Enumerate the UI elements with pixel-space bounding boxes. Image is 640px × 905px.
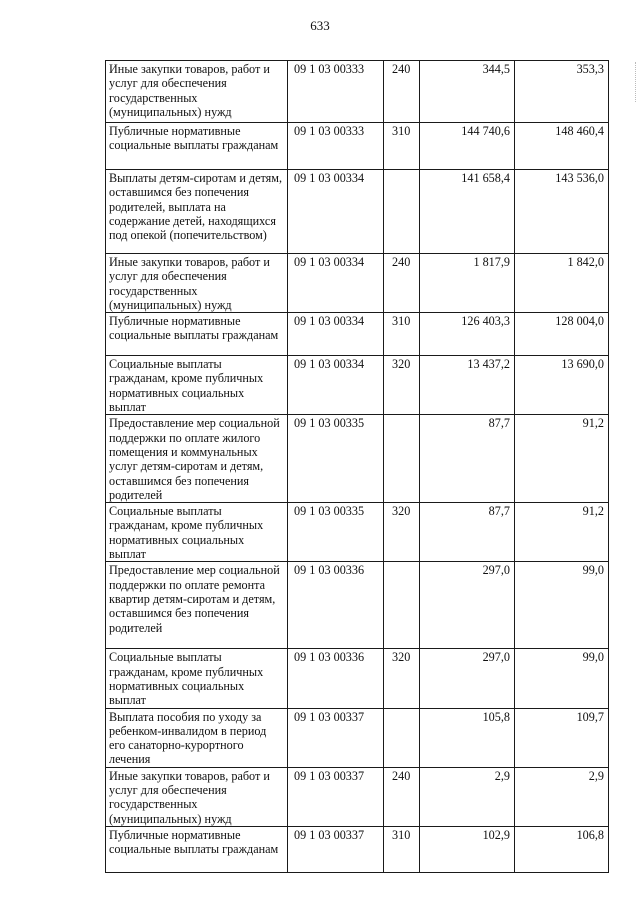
row-name: Иные закупки товаров, работ и услуг для обеспечения государственных (муниципальных) нужд xyxy=(106,61,288,123)
table-row xyxy=(106,170,609,254)
row-code: 09 1 03 00336 xyxy=(288,649,384,708)
row-code: 09 1 03 00333 xyxy=(288,61,384,123)
row-value-1: 144 740,6 xyxy=(420,123,515,170)
row-code: 09 1 03 00336 xyxy=(288,562,384,649)
row-value-1: 297,0 xyxy=(420,649,515,708)
row-expense-type: 320 xyxy=(384,356,420,415)
row-expense-type xyxy=(384,708,420,767)
row-value-1: 87,7 xyxy=(420,503,515,562)
scan-edge-mark xyxy=(633,62,636,102)
row-expense-type: 320 xyxy=(384,503,420,562)
row-code: 09 1 03 00334 xyxy=(288,170,384,254)
row-name: Социальные выплаты гражданам, кроме публичных нормативных социальных выплат xyxy=(106,356,288,415)
row-value-2: 1 842,0 xyxy=(515,254,609,313)
row-value-2: 2,9 xyxy=(515,767,609,826)
row-value-2: 148 460,4 xyxy=(515,123,609,170)
row-expense-type: 310 xyxy=(384,123,420,170)
row-value-2: 106,8 xyxy=(515,826,609,872)
row-value-1: 13 437,2 xyxy=(420,356,515,415)
row-expense-type: 240 xyxy=(384,254,420,313)
budget-table xyxy=(105,60,609,873)
table-row xyxy=(106,767,609,826)
row-value-1: 297,0 xyxy=(420,562,515,649)
table-row xyxy=(106,562,609,649)
row-value-1: 2,9 xyxy=(420,767,515,826)
row-value-1: 87,7 xyxy=(420,415,515,503)
row-value-1: 344,5 xyxy=(420,61,515,123)
row-code: 09 1 03 00334 xyxy=(288,254,384,313)
row-code: 09 1 03 00335 xyxy=(288,503,384,562)
row-value-2: 91,2 xyxy=(515,503,609,562)
row-name: Социальные выплаты гражданам, кроме публичных нормативных социальных выплат xyxy=(106,649,288,708)
row-name: Выплата пособия по уходу за ребенком-инвалидом в период его санаторно-курортного лечения xyxy=(106,708,288,767)
row-code: 09 1 03 00337 xyxy=(288,767,384,826)
row-code: 09 1 03 00333 xyxy=(288,123,384,170)
row-value-2: 353,3 xyxy=(515,61,609,123)
row-name: Иные закупки товаров, работ и услуг для обеспечения государственных (муниципальных) нужд xyxy=(106,767,288,826)
table-row xyxy=(106,503,609,562)
row-name: Предоставление мер социальной поддержки по оплате ремонта квартир детям-сиротам и детям, оставшимся без попечения родителей xyxy=(106,562,288,649)
table-row xyxy=(106,123,609,170)
row-expense-type xyxy=(384,562,420,649)
row-value-2: 13 690,0 xyxy=(515,356,609,415)
row-code: 09 1 03 00334 xyxy=(288,356,384,415)
row-expense-type: 240 xyxy=(384,61,420,123)
row-expense-type: 320 xyxy=(384,649,420,708)
row-name: Предоставление мер социальной поддержки по оплате жилого помещения и коммунальных услуг детям-сиротам и детям, оставшимся без попечения родителей xyxy=(106,415,288,503)
row-code: 09 1 03 00334 xyxy=(288,313,384,356)
page-number: 633 xyxy=(310,18,330,33)
table-row xyxy=(106,649,609,708)
row-value-2: 91,2 xyxy=(515,415,609,503)
row-value-1: 126 403,3 xyxy=(420,313,515,356)
row-name: Иные закупки товаров, работ и услуг для обеспечения государственных (муниципальных) нужд xyxy=(106,254,288,313)
row-value-2: 109,7 xyxy=(515,708,609,767)
row-value-2: 99,0 xyxy=(515,562,609,649)
row-value-1: 105,8 xyxy=(420,708,515,767)
table-row xyxy=(106,415,609,503)
row-code: 09 1 03 00337 xyxy=(288,826,384,872)
table-row xyxy=(106,356,609,415)
row-value-1: 1 817,9 xyxy=(420,254,515,313)
table-row xyxy=(106,708,609,767)
row-value-1: 102,9 xyxy=(420,826,515,872)
row-expense-type: 310 xyxy=(384,826,420,872)
table-row xyxy=(106,254,609,313)
table-row xyxy=(106,61,609,123)
row-name: Социальные выплаты гражданам, кроме публичных нормативных социальных выплат xyxy=(106,503,288,562)
row-expense-type: 240 xyxy=(384,767,420,826)
row-value-1: 141 658,4 xyxy=(420,170,515,254)
row-name: Публичные нормативные социальные выплаты гражданам xyxy=(106,826,288,872)
row-expense-type xyxy=(384,170,420,254)
row-name: Публичные нормативные социальные выплаты гражданам xyxy=(106,123,288,170)
row-value-2: 99,0 xyxy=(515,649,609,708)
table-row xyxy=(106,313,609,356)
row-value-2: 143 536,0 xyxy=(515,170,609,254)
row-expense-type xyxy=(384,415,420,503)
table-row xyxy=(106,826,609,872)
row-code: 09 1 03 00335 xyxy=(288,415,384,503)
row-name: Публичные нормативные социальные выплаты гражданам xyxy=(106,313,288,356)
row-expense-type: 310 xyxy=(384,313,420,356)
row-code: 09 1 03 00337 xyxy=(288,708,384,767)
row-name: Выплаты детям-сиротам и детям, оставшимся без попечения родителей, выплата на содержание детей, находящихся под опекой (попечительством) xyxy=(106,170,288,254)
row-value-2: 128 004,0 xyxy=(515,313,609,356)
